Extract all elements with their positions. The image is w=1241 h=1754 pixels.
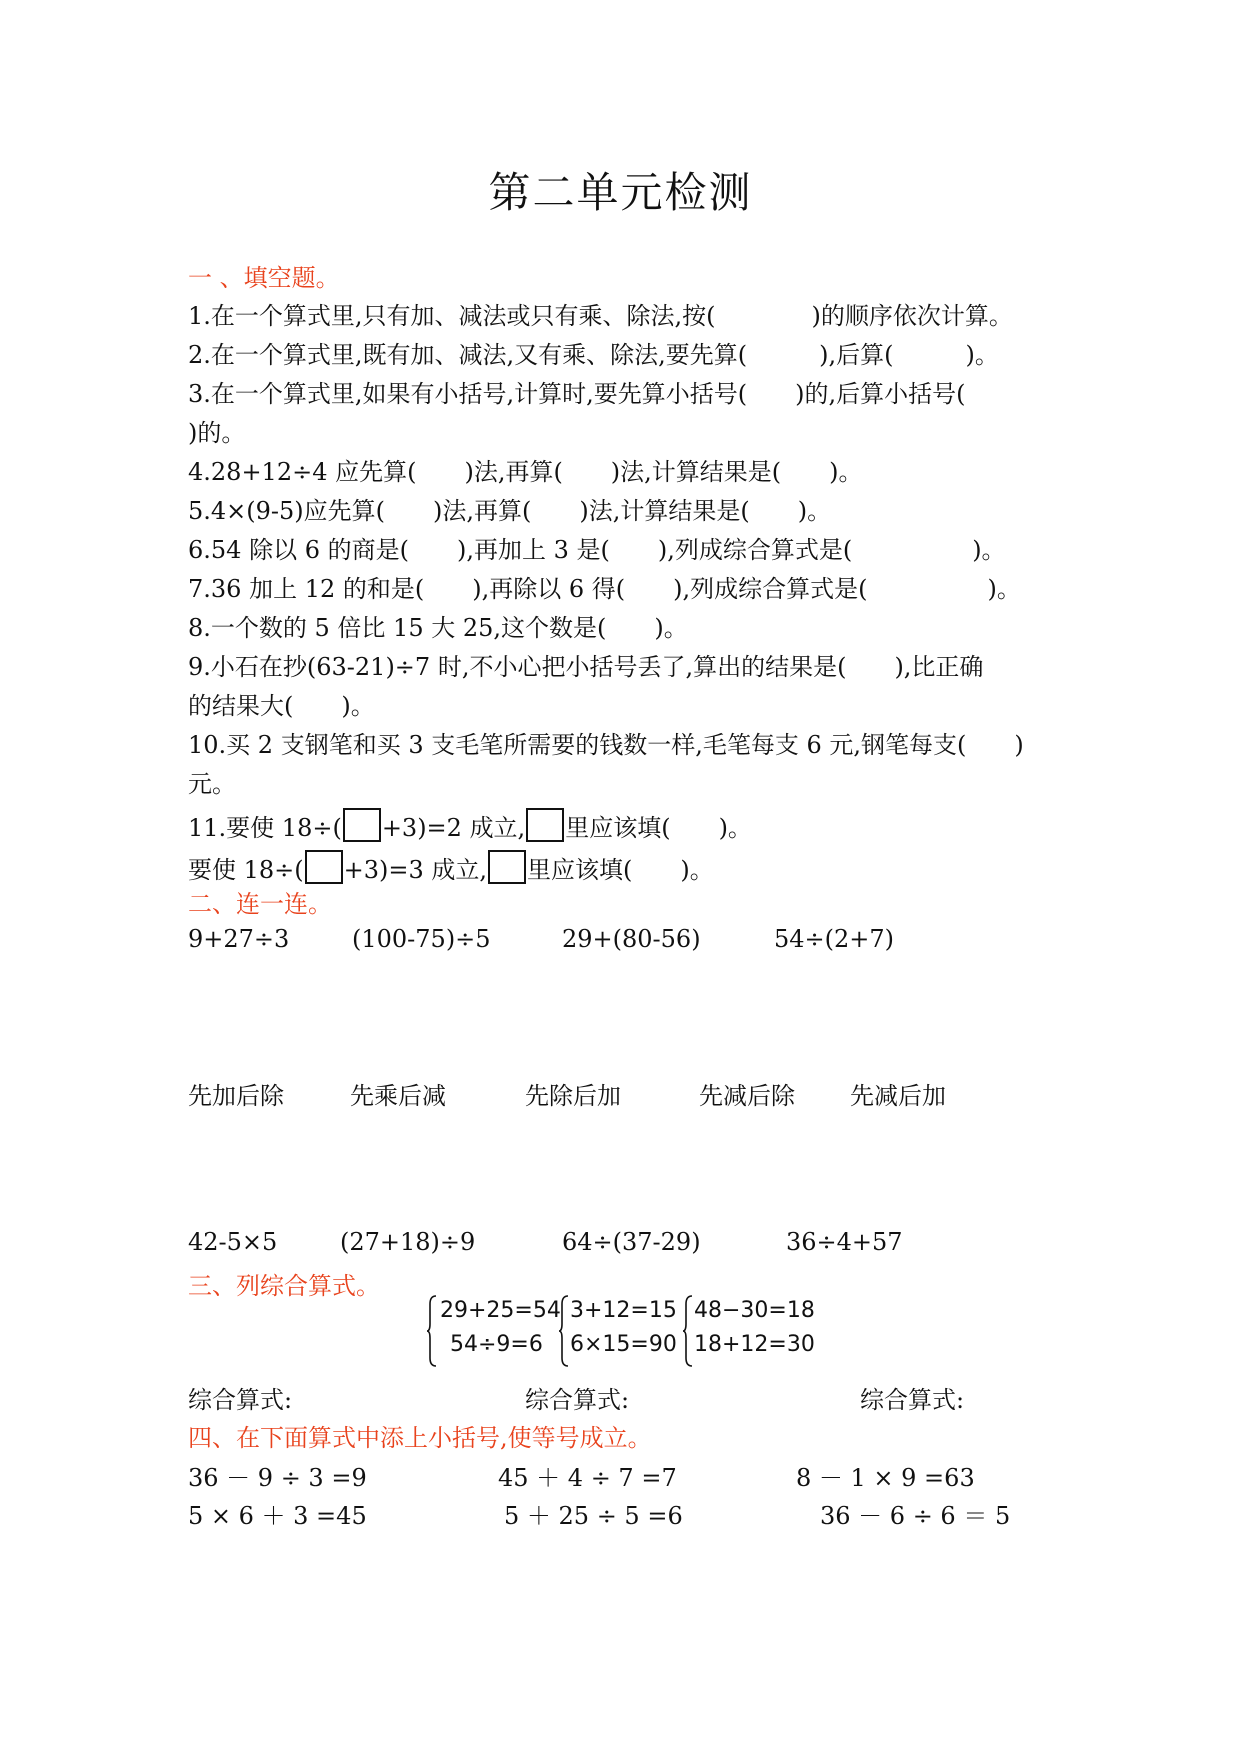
connect-expression: (27+18)÷9 bbox=[340, 1228, 476, 1256]
equation: 48−30=18 bbox=[694, 1298, 815, 1323]
equation: 54÷9=6 bbox=[450, 1332, 543, 1357]
section-heading-connect: 二、连一连。 bbox=[188, 890, 332, 918]
equation: 18+12=30 bbox=[694, 1332, 815, 1357]
equation: 3+12=15 bbox=[570, 1298, 677, 1323]
question-10-line-1: 10.买 2 支钢笔和买 3 支毛笔所需要的钱数一样,毛笔每支 6 元,钢笔每支( ) bbox=[188, 731, 1024, 759]
bracket-equation: 5 ＋ 25 ÷ 5 =6 bbox=[504, 1502, 683, 1530]
section-heading-combined-expression: 三、列综合算式。 bbox=[188, 1272, 380, 1300]
question-11-line-2 bbox=[188, 850, 714, 885]
question-1: 1.在一个算式里,只有加、减法或只有乘、除法,按( )的顺序依次计算。 bbox=[188, 302, 1013, 330]
bracket-equation: 36 － 9 ÷ 3 =9 bbox=[188, 1464, 367, 1492]
combined-expression-label: 综合算式: bbox=[525, 1386, 630, 1414]
section-heading-fill-in: 一 、填空题。 bbox=[188, 264, 340, 292]
bracket-equation: 8 － 1 × 9 =63 bbox=[796, 1464, 975, 1492]
q11b-part1: 要使 18÷( bbox=[188, 856, 304, 884]
q11b-part2: +3)=3 成立, bbox=[343, 856, 488, 884]
answer-box[interactable] bbox=[305, 850, 343, 884]
answer-box[interactable] bbox=[488, 850, 526, 884]
answer-box[interactable] bbox=[343, 808, 381, 842]
q11b-part3: 里应该填( )。 bbox=[527, 856, 714, 884]
connect-order-label: 先减后加 bbox=[850, 1082, 946, 1110]
bracket-equation: 45 ＋ 4 ÷ 7 =7 bbox=[498, 1464, 677, 1492]
connect-order-label: 先乘后减 bbox=[350, 1082, 446, 1110]
connect-expression: 54÷(2+7) bbox=[774, 925, 895, 953]
question-3-line-2: )的。 bbox=[188, 419, 246, 447]
question-2: 2.在一个算式里,既有加、减法,又有乘、除法,要先算( ),后算( )。 bbox=[188, 341, 999, 369]
q11a-part2: +3)=2 成立, bbox=[381, 814, 526, 842]
question-9-line-2: 的结果大( )。 bbox=[188, 692, 375, 720]
question-4: 4.28+12÷4 应先算( )法,再算( )法,计算结果是( )。 bbox=[188, 458, 863, 486]
question-9-line-1: 9.小石在抄(63-21)÷7 时,不小心把小括号丢了,算出的结果是( ),比正确 bbox=[188, 653, 984, 681]
left-brace-icon bbox=[682, 1294, 694, 1368]
answer-box[interactable] bbox=[526, 808, 564, 842]
connect-expression: 29+(80-56) bbox=[562, 925, 701, 953]
question-6: 6.54 除以 6 的商是( ),再加上 3 是( ),列成综合算式是( )。 bbox=[188, 536, 1006, 564]
left-brace-icon bbox=[558, 1294, 570, 1368]
combined-expression-label: 综合算式: bbox=[188, 1386, 293, 1414]
question-11-line-1 bbox=[188, 808, 752, 843]
left-brace-icon bbox=[426, 1294, 438, 1368]
section-heading-add-brackets: 四、在下面算式中添上小括号,使等号成立。 bbox=[188, 1424, 652, 1452]
connect-expression: 36÷4+57 bbox=[786, 1228, 903, 1256]
question-7: 7.36 加上 12 的和是( ),再除以 6 得( ),列成综合算式是( )。 bbox=[188, 575, 1021, 603]
combined-expression-label: 综合算式: bbox=[860, 1386, 965, 1414]
q11a-part1: 11.要使 18÷( bbox=[188, 814, 342, 842]
connect-order-label: 先加后除 bbox=[188, 1082, 284, 1110]
question-3-line-1: 3.在一个算式里,如果有小括号,计算时,要先算小括号( )的,后算小括号( bbox=[188, 380, 966, 408]
q11a-part3: 里应该填( )。 bbox=[565, 814, 752, 842]
connect-expression: (100-75)÷5 bbox=[352, 925, 491, 953]
page-title: 第二单元检测 bbox=[488, 168, 753, 217]
connect-expression: 9+27÷3 bbox=[188, 925, 290, 953]
question-5: 5.4×(9-5)应先算( )法,再算( )法,计算结果是( )。 bbox=[188, 497, 832, 525]
connect-order-label: 先除后加 bbox=[525, 1082, 621, 1110]
bracket-equation: 36 － 6 ÷ 6 ＝ 5 bbox=[820, 1502, 1011, 1530]
question-10-line-2: 元。 bbox=[188, 770, 236, 798]
equation: 29+25=54 bbox=[440, 1298, 561, 1323]
connect-expression: 42-5×5 bbox=[188, 1228, 278, 1256]
equation: 6×15=90 bbox=[570, 1332, 677, 1357]
question-8: 8.一个数的 5 倍比 15 大 25,这个数是( )。 bbox=[188, 614, 688, 642]
bracket-equation: 5 × 6 ＋ 3 =45 bbox=[188, 1502, 367, 1530]
connect-expression: 64÷(37-29) bbox=[562, 1228, 701, 1256]
connect-order-label: 先减后除 bbox=[699, 1082, 795, 1110]
